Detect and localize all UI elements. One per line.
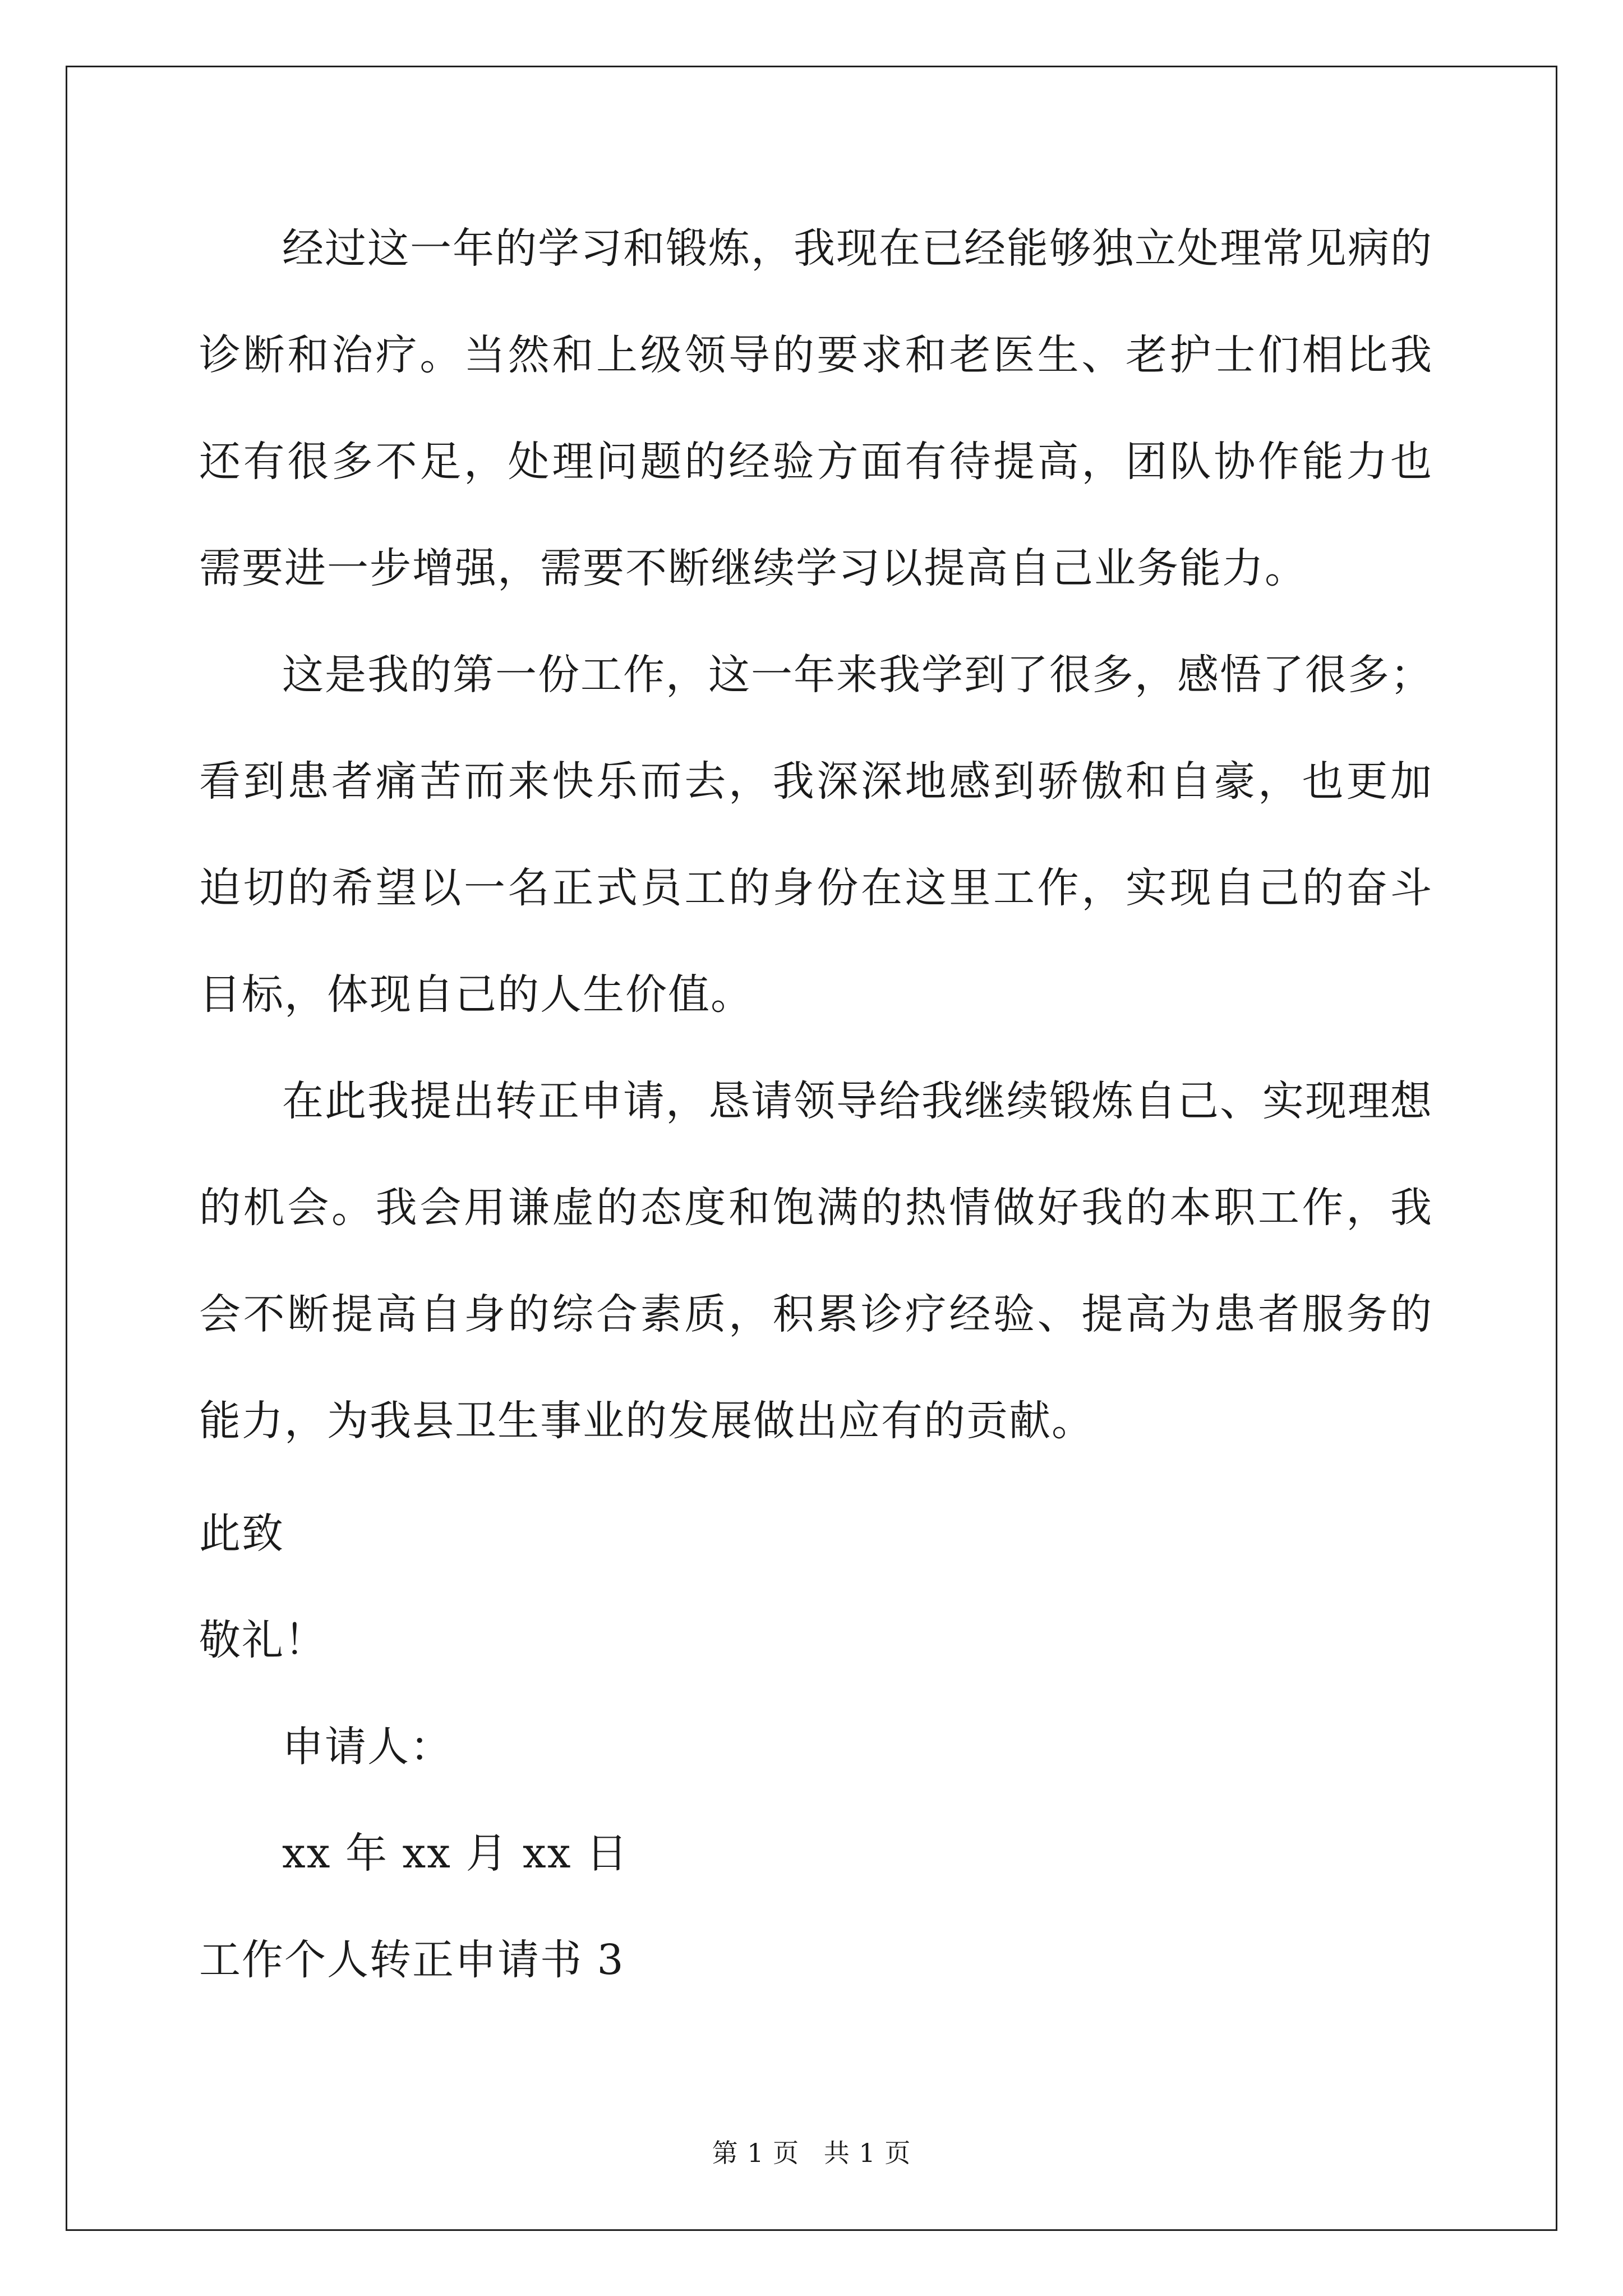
date-line: xx 年 xx 月 xx 日 xyxy=(282,1829,629,1878)
paragraph-3: 在此我提出转正申请，恳请领导给我继续锻炼自己、实现理想的机会。我会用谦虚的态度和饱满的热情做好我的本职工作，我会不断提高自身的综合素质，积累诊疗经验、提高为患者服务的能力，为我县卫生事业的发展做出应有的贡献。 xyxy=(199,1077,1433,1445)
paragraph-1: 经过这一年的学习和锻炼，我现在已经能够独立处理常见病的诊断和治疗。当然和上级领导的要求和老医生、老护士们相比我还有很多不足，处理问题的经验方面有待提高，团队协作能力也需要进一步增强，需要不断继续学习以提高自己业务能力。 xyxy=(199,224,1433,592)
page-number-total: 共 1 页 xyxy=(823,2138,911,2168)
closing-text: 此致 xyxy=(199,1510,284,1558)
next-section-title: 工作个人转正申请书 3 xyxy=(199,1936,625,1984)
page-number-current: 第 1 页 xyxy=(712,2138,800,2168)
applicant-label: 申请人： xyxy=(282,1723,453,1771)
paragraph-2: 这是我的第一份工作，这一年来我学到了很多，感悟了很多；看到患者痛苦而来快乐而去，我深深地感到骄傲和自豪，也更加迫切的希望以一名正式员工的身份在这里工作，实现自己的奋斗目标，体现自己的人生价值。 xyxy=(199,651,1433,1019)
page-footer xyxy=(0,2133,1623,2170)
salute-text: 敬礼！ xyxy=(199,1616,327,1664)
